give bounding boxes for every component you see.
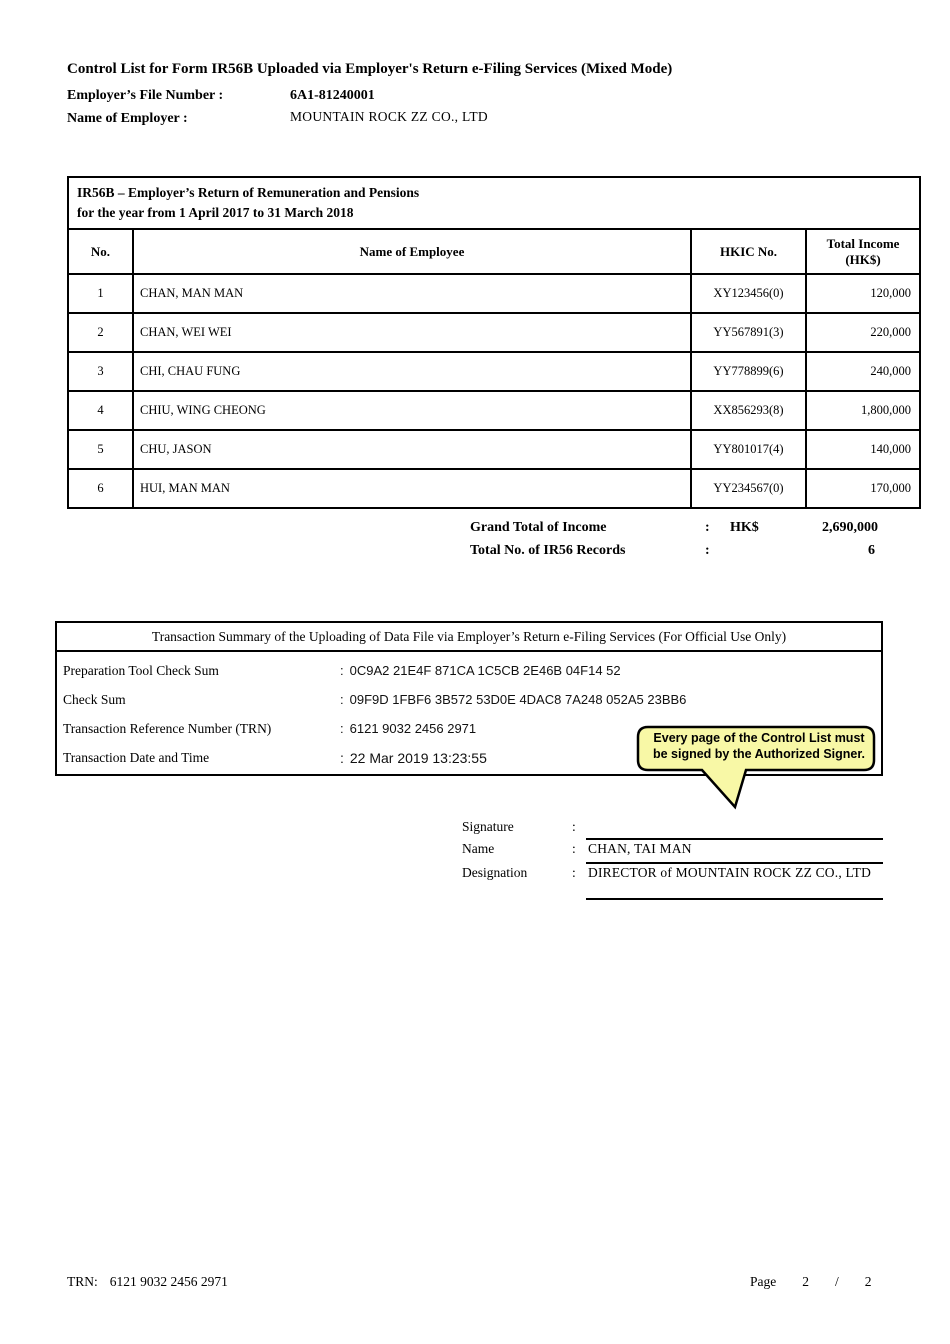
page-label: Page bbox=[750, 1274, 777, 1289]
table-row bbox=[68, 274, 920, 313]
table-row bbox=[68, 469, 920, 508]
grand-total-currency: HK$ bbox=[730, 519, 759, 535]
table-band-line1: IR56B – Employer’s Return of Remuneration and Pensions bbox=[77, 185, 420, 200]
cell-name: CHAN, WEI WEI bbox=[133, 313, 691, 352]
transaction-row-datetime: Transaction Date and Time : 22 Mar 2019 13:23:55 bbox=[63, 749, 487, 766]
file-number-label: Employer’s File Number : bbox=[67, 88, 224, 103]
designation-label: Designation bbox=[462, 865, 528, 880]
totals-block bbox=[470, 516, 878, 562]
employer-name-value: MOUNTAIN ROCK ZZ CO., LTD bbox=[290, 109, 488, 124]
cell-hkic: YY801017(4) bbox=[691, 430, 806, 469]
cell-no: 4 bbox=[68, 391, 133, 430]
file-number-value: 6A1-81240001 bbox=[290, 88, 375, 103]
col-header-income: Total Income (HK$) bbox=[806, 229, 920, 274]
cell-income: 1,800,000 bbox=[806, 391, 920, 430]
signature-block bbox=[462, 818, 883, 900]
designation-row: Designation : DIRECTOR of MOUNTAIN ROCK ZZ CO., LTD bbox=[462, 864, 883, 900]
table-row bbox=[68, 430, 920, 469]
grand-total-colon: : bbox=[705, 519, 710, 535]
cell-name: CHAN, MAN MAN bbox=[133, 274, 691, 313]
table-band-line2: for the year from 1 April 2017 to 31 March 2018 bbox=[77, 205, 354, 220]
footer-trn-value: 6121 9032 2456 2971 bbox=[109, 1274, 228, 1289]
cell-hkic: XY123456(0) bbox=[691, 274, 806, 313]
trn-value: 6121 9032 2456 2971 bbox=[349, 721, 477, 736]
col-header-name: Name of Employee bbox=[133, 229, 691, 274]
transaction-row-trn: Transaction Reference Number (TRN) : 6121 9032 2456 2971 bbox=[63, 720, 477, 736]
table-band-row bbox=[68, 177, 920, 229]
cell-no: 6 bbox=[68, 469, 133, 508]
grand-total-row bbox=[470, 516, 878, 539]
records-total-row bbox=[470, 539, 878, 562]
col-header-no: No. bbox=[68, 229, 133, 274]
cell-hkic: YY567891(3) bbox=[691, 313, 806, 352]
footer-trn-label: TRN: bbox=[67, 1274, 98, 1289]
page-separator: / bbox=[835, 1274, 839, 1289]
signature-line bbox=[586, 818, 883, 840]
table-row bbox=[68, 313, 920, 352]
signature-label: Signature bbox=[462, 819, 514, 834]
table-header-row bbox=[68, 229, 920, 274]
grand-total-label: Grand Total of Income bbox=[470, 519, 607, 535]
name-line: CHAN, TAI MAN bbox=[586, 840, 883, 864]
footer-trn bbox=[67, 1274, 228, 1290]
cell-no: 3 bbox=[68, 352, 133, 391]
page-title: Control List for Form IR56B Uploaded via Employer's Return e-Filing Services (Mixed Mode) bbox=[67, 61, 673, 77]
employee-table-container bbox=[67, 176, 921, 509]
cell-name: CHIU, WING CHEONG bbox=[133, 391, 691, 430]
cell-no: 5 bbox=[68, 430, 133, 469]
name-row: Name : CHAN, TAI MAN bbox=[462, 840, 883, 864]
records-total-label: Total No. of IR56 Records bbox=[470, 542, 626, 558]
cell-no: 2 bbox=[68, 313, 133, 352]
employee-table bbox=[67, 176, 921, 509]
cell-income: 240,000 bbox=[806, 352, 920, 391]
employer-name-label: Name of Employer : bbox=[67, 111, 188, 126]
prep-tool-checksum-value: 0C9A2 21E4F 871CA 1C5CB 2E46B 04F14 52 bbox=[349, 663, 621, 678]
grand-total-value: 2,690,000 bbox=[822, 519, 878, 535]
signature-row: Signature : bbox=[462, 818, 883, 840]
checksum-value: 09F9D 1FBF6 3B572 53D0E 4DAC8 7A248 052A5 23BB6 bbox=[349, 692, 687, 707]
designation-line: DIRECTOR of MOUNTAIN ROCK ZZ CO., LTD bbox=[586, 864, 883, 900]
page-total: 2 bbox=[864, 1274, 872, 1289]
callout-text: Every page of the Control List must be signed by the Authorized Signer. bbox=[652, 731, 866, 761]
cell-income: 140,000 bbox=[806, 430, 920, 469]
footer-page-indicator bbox=[750, 1274, 872, 1290]
cell-income: 120,000 bbox=[806, 274, 920, 313]
cell-name: CHI, CHAU FUNG bbox=[133, 352, 691, 391]
table-row bbox=[68, 391, 920, 430]
cell-hkic: XX856293(8) bbox=[691, 391, 806, 430]
transaction-datetime-value: 22 Mar 2019 13:23:55 bbox=[349, 749, 487, 766]
page-current: 2 bbox=[802, 1274, 809, 1289]
records-total-value: 6 bbox=[868, 542, 875, 558]
cell-name: CHU, JASON bbox=[133, 430, 691, 469]
cell-no: 1 bbox=[68, 274, 133, 313]
cell-name: HUI, MAN MAN bbox=[133, 469, 691, 508]
cell-hkic: YY778899(6) bbox=[691, 352, 806, 391]
transaction-row-checksum-tool: Preparation Tool Check Sum : 0C9A2 21E4F 871CA 1C5CB 2E46B 04F14 52 bbox=[63, 662, 621, 678]
name-label: Name bbox=[462, 841, 495, 856]
col-header-hkic: HKIC No. bbox=[691, 229, 806, 274]
transaction-summary-header: Transaction Summary of the Uploading of Data File via Employer’s Return e-Filing Services (For Official Use Only) bbox=[57, 623, 881, 652]
cell-income: 170,000 bbox=[806, 469, 920, 508]
cell-hkic: YY234567(0) bbox=[691, 469, 806, 508]
table-row bbox=[68, 352, 920, 391]
records-total-colon: : bbox=[705, 542, 710, 558]
cell-income: 220,000 bbox=[806, 313, 920, 352]
transaction-row-checksum: Check Sum : 09F9D 1FBF6 3B572 53D0E 4DAC8 7A248 052A5 23BB6 bbox=[63, 691, 687, 707]
